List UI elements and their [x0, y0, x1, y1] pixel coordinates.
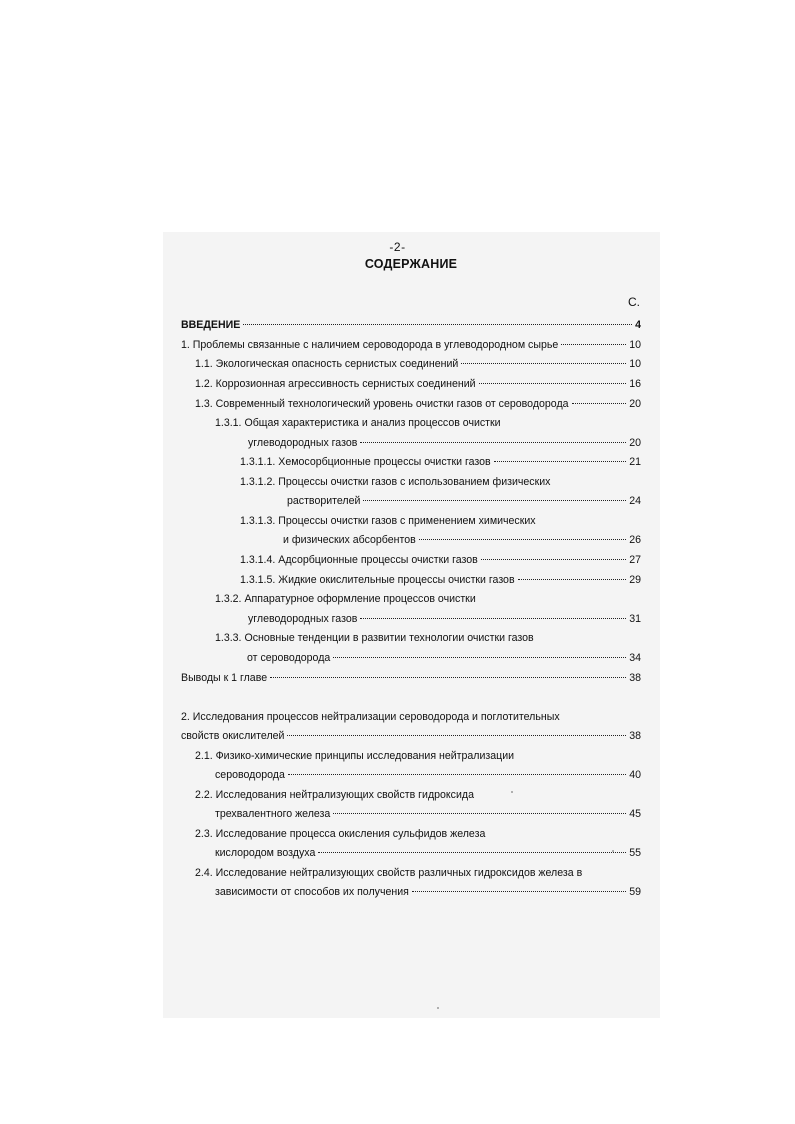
dot-leader [360, 442, 626, 443]
toc-entry-text: ВВЕДЕНИЕ [181, 319, 241, 331]
toc-entry-text: трехвалентного железа [215, 808, 331, 820]
toc-entry-2-2-cont[interactable] [215, 806, 641, 822]
toc-entry-chapter-1[interactable] [181, 337, 641, 353]
toc-entry-1-3-3[interactable] [215, 630, 536, 646]
toc-entry-page: 10 [629, 358, 641, 370]
toc-entry-1-3-1-2[interactable] [240, 474, 552, 490]
dot-leader [243, 324, 632, 325]
toc-entry-2-1[interactable] [195, 748, 516, 764]
toc-entry-text: 2.2. Исследования нейтрализующих свойств гидроксида [195, 789, 474, 801]
toc-entry-1-3-2[interactable] [215, 591, 478, 607]
dot-leader [287, 735, 626, 736]
toc-entry-page: 20 [629, 437, 641, 449]
toc-entry-page: 4 [635, 319, 641, 331]
toc-title: СОДЕРЖАНИЕ [364, 257, 458, 271]
toc-entry-text: зависимости от способов их получения [215, 886, 409, 898]
toc-entry-text: 1.3. Современный технологический уровень очистки газов от сероводорода [195, 398, 569, 410]
toc-entry-1-3-2-cont[interactable] [248, 611, 641, 627]
toc-entry-text: углеводородных газов [248, 613, 358, 625]
toc-entry-page: 40 [629, 769, 641, 781]
dot-leader [412, 891, 626, 892]
dot-leader [419, 539, 626, 540]
toc-entry-text: 1.3.3. Основные тенденции в развитии технологии очистки газов [215, 632, 534, 644]
toc-entry-page: 38 [629, 730, 641, 742]
toc-entry-1-3-1[interactable] [215, 415, 503, 431]
toc-entry-1-3-1-2-cont[interactable] [287, 493, 641, 509]
toc-entry-1-3-1-3-cont[interactable] [283, 532, 641, 548]
toc-entry-page: 34 [629, 652, 641, 664]
dot-leader [333, 813, 626, 814]
dot-leader [270, 677, 626, 678]
toc-entry-introduction[interactable] [181, 317, 641, 333]
toc-entry-page: 38 [629, 672, 641, 684]
toc-entry-text: 1.3.1.2. Процессы очистки газов с использованием физических [240, 476, 551, 488]
toc-entry-page: 16 [629, 378, 641, 390]
toc-entry-1-3-1-3[interactable] [240, 513, 538, 529]
page-number: -2- [389, 240, 406, 254]
dot-leader [333, 657, 626, 658]
dot-leader [461, 363, 626, 364]
toc-entry-page: 26 [629, 534, 641, 546]
toc-entry-page: 21 [629, 456, 641, 468]
toc-entry-page: 45 [629, 808, 641, 820]
dot-leader [572, 403, 627, 404]
toc-entry-page: 59 [629, 886, 641, 898]
toc-entry-1-3-3-cont[interactable] [247, 650, 641, 666]
toc-entry-1-3[interactable] [195, 396, 641, 412]
toc-entry-text: 2. Исследования процессов нейтрализации сероводорода и поглотительных [181, 711, 560, 723]
toc-entry-2-2[interactable] [195, 787, 476, 803]
dot-leader [561, 344, 626, 345]
toc-entry-text: кислородом воздуха [215, 847, 316, 859]
toc-entry-text: сероводорода [215, 769, 285, 781]
toc-entry-page: 24 [629, 495, 641, 507]
scan-speck [612, 850, 614, 852]
toc-entry-2-4-cont[interactable] [215, 884, 641, 900]
toc-entry-1-3-1-cont[interactable] [248, 435, 641, 451]
toc-entry-1-2[interactable] [195, 376, 641, 392]
toc-entry-page: 29 [629, 574, 641, 586]
toc-entry-chapter-2[interactable] [181, 709, 562, 725]
toc-entry-text: 2.1. Физико-химические принципы исследования нейтрализации [195, 750, 515, 762]
dot-leader [360, 618, 626, 619]
toc-entry-1-1[interactable] [195, 356, 641, 372]
toc-entry-1-3-1-5[interactable] [240, 572, 641, 588]
dot-leader [363, 500, 626, 501]
toc-entry-text: 1.2. Коррозионная агрессивность сернистых соединений [195, 378, 476, 390]
toc-entry-page: 27 [629, 554, 641, 566]
toc-entry-2-4[interactable] [195, 865, 584, 881]
toc-entry-page: 31 [629, 613, 641, 625]
scan-speck [437, 1007, 439, 1009]
toc-entry-page: 20 [629, 398, 641, 410]
toc-entry-page: 55 [629, 847, 641, 859]
toc-entry-text: 1.3.1.3. Процессы очистки газов с применением химических [240, 515, 536, 527]
dot-leader [481, 559, 626, 560]
toc-entry-text: свойств окислителей [181, 730, 285, 742]
toc-entry-text: 1.3.2. Аппаратурное оформление процессов очистки [215, 593, 476, 605]
dot-leader [518, 579, 627, 580]
toc-entry-text: от сероводорода [247, 652, 331, 664]
toc-entry-text: 1.3.1.5. Жидкие окислительные процессы очистки газов [240, 574, 515, 586]
toc-entry-conclusions-1[interactable] [181, 670, 641, 686]
toc-entry-2-3[interactable] [195, 826, 487, 842]
toc-entry-1-3-1-4[interactable] [240, 552, 641, 568]
toc-entry-text: 2.3. Исследование процесса окисления сульфидов железа [195, 828, 486, 840]
dot-leader [494, 461, 627, 462]
dot-leader [288, 774, 626, 775]
toc-entry-text: углеводородных газов [248, 437, 358, 449]
toc-entry-text: 2.4. Исследование нейтрализующих свойств различных гидроксидов железа в [195, 867, 583, 879]
toc-entry-chapter-2-cont[interactable] [181, 728, 641, 744]
toc-entry-text: 1. Проблемы связанные с наличием сероводорода в углеводородном сырье [181, 339, 559, 351]
toc-entry-text: растворителей [287, 495, 361, 507]
scan-speck [511, 791, 513, 793]
toc-entry-page: 10 [629, 339, 641, 351]
toc-entry-text: Выводы к 1 главе [181, 672, 268, 684]
toc-entry-text: 1.1. Экологическая опасность сернистых соединений [195, 358, 459, 370]
dot-leader [479, 383, 627, 384]
toc-entry-text: и физических абсорбентов [283, 534, 416, 546]
toc-entry-text: 1.3.1.4. Адсорбционные процессы очистки газов [240, 554, 478, 566]
page-column-label: С. [628, 295, 640, 309]
toc-entry-text: 1.3.1. Общая характеристика и анализ процессов очистки [215, 417, 501, 429]
toc-entry-1-3-1-1[interactable] [240, 454, 641, 470]
toc-entry-2-3-cont[interactable] [215, 845, 641, 861]
toc-entry-2-1-cont[interactable] [215, 767, 641, 783]
toc-entry-text: 1.3.1.1. Хемосорбционные процессы очистки газов [240, 456, 491, 468]
dot-leader [318, 852, 626, 853]
